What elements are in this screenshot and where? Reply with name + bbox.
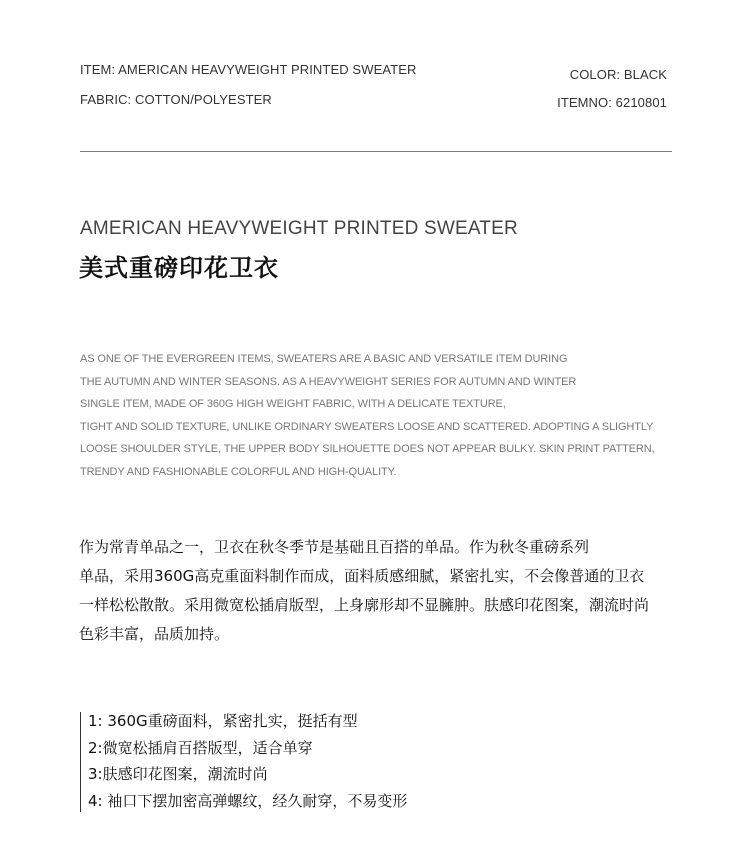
description-english-line: SINGLE ITEM, MADE OF 360G HIGH WEIGHT FABRIC, WITH A DELICATE TEXTURE, <box>80 398 506 410</box>
feature-item: 3:肤感印花图案，潮流时尚 <box>88 765 268 783</box>
color-spec: COLOR: BLACK <box>569 67 667 82</box>
feature-item: 2:微宽松插肩百搭版型，适合单穿 <box>88 738 313 757</box>
feature-item: 1: 360G重磅面料，紧密扎实，挺括有型 <box>88 712 358 730</box>
description-chinese-line: 一样松松散散。采用微宽松插肩版型，上身廓形却不显臃肿。肤感印花图案，潮流时尚 <box>79 596 650 614</box>
description-chinese-line: 作为常青单品之一，卫衣在秋冬季节是基础且百搭的单品。作为秋冬重磅系列 <box>79 538 590 556</box>
description-english-line: LOOSE SHOULDER STYLE, THE UPPER BODY SILHOUETTE DOES NOT APPEAR BULKY. SKIN PRINT PATTERN, <box>80 443 655 455</box>
description-english-line: TRENDY AND FASHIONABLE COLORFUL AND HIGH-QUALITY. <box>80 465 397 478</box>
description-chinese-line: 单品，采用360G高克重面料制作而成，面料质感细腻，紧密扎实，不会像普通的卫衣 <box>79 567 645 585</box>
description-english-line: THE AUTUMN AND WINTER SEASONS. AS A HEAVYWEIGHT SERIES FOR AUTUMN AND WINTER <box>80 375 577 388</box>
product-title-english: AMERICAN HEAVYWEIGHT PRINTED SWEATER <box>80 218 518 239</box>
description-english <box>80 350 680 485</box>
description-english-line: AS ONE OF THE EVERGREEN ITEMS, SWEATERS ARE A BASIC AND VERSATILE ITEM DURING <box>80 353 568 365</box>
product-title-chinese: 美式重磅印花卫衣 <box>79 254 279 282</box>
fabric-spec: FABRIC: COTTON/POLYESTER <box>80 92 272 107</box>
feature-item: 4: 袖口下摆加密高弹螺纹，经久耐穿，不易变形 <box>88 791 408 810</box>
feature-list <box>80 712 407 812</box>
description-chinese-line: 色彩丰富，品质加持。 <box>79 625 230 643</box>
divider <box>80 151 672 152</box>
item-spec: ITEM: AMERICAN HEAVYWEIGHT PRINTED SWEATER <box>80 62 417 77</box>
description-chinese <box>79 537 699 653</box>
itemno-spec: ITEMNO: 6210801 <box>557 95 667 110</box>
description-english-line: TIGHT AND SOLID TEXTURE, UNLIKE ORDINARY SWEATERS LOOSE AND SCATTERED. ADOPTING A SLIGHTLY <box>80 420 654 433</box>
